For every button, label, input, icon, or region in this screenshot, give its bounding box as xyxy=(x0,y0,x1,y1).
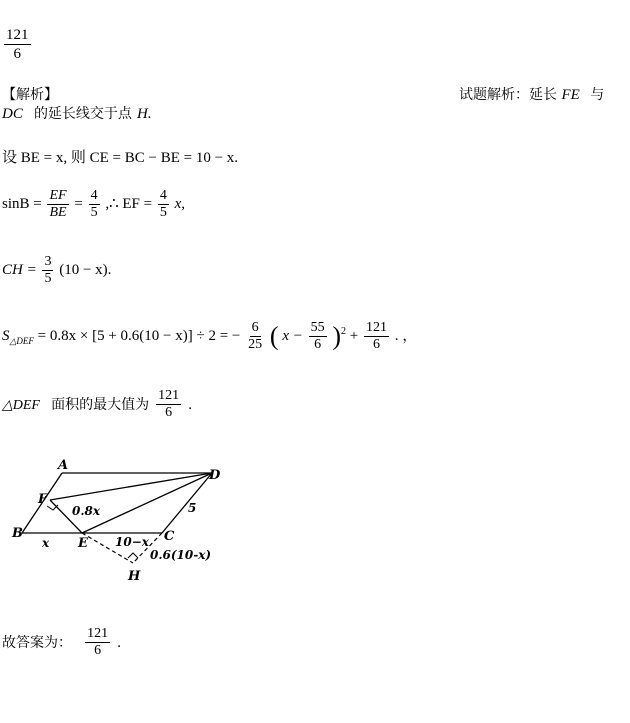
sin-b-line xyxy=(2,188,185,221)
area-plus: + xyxy=(349,327,359,344)
area-frac2-num: 55 xyxy=(310,320,325,335)
max-frac-den: 6 xyxy=(165,405,173,420)
final-frac-num: 121 xyxy=(87,626,109,641)
max-text: 面积的最大值为 xyxy=(51,397,150,413)
ch-tail: (10 − x). xyxy=(59,261,112,278)
max-line xyxy=(2,388,192,421)
label-h: H xyxy=(128,569,141,584)
sin-frac3-num: 4 xyxy=(159,188,167,203)
right-paren: ) xyxy=(332,321,342,351)
area-frac2-den: 6 xyxy=(314,337,322,352)
sin-therefore: ,∴ EF = xyxy=(105,195,153,212)
analysis-intro xyxy=(459,84,604,104)
final-end: . xyxy=(117,635,121,651)
label-x: x xyxy=(42,536,50,550)
extension-text: 的延长线交于点 xyxy=(33,106,132,122)
right-angle-h xyxy=(128,553,138,558)
area-expr: = 0.8x × [5 + 0.6(10 − x)] ÷ 2 = − xyxy=(37,327,241,344)
set-be-line: 设 BE = x, 则 CE = BC − BE = 10 − x. xyxy=(2,150,239,166)
final-answer-line xyxy=(2,626,121,659)
analysis-intro-text: 试题解析：延长 xyxy=(459,87,557,103)
max-triangle: △DEF xyxy=(2,398,40,413)
ch-lhs: CH = xyxy=(2,261,37,278)
area-frac1-den: 25 xyxy=(248,337,263,352)
area-frac1-num: 6 xyxy=(251,320,259,335)
area-end: . ， xyxy=(394,327,418,344)
geometry-figure xyxy=(0,455,260,595)
area-frac3-den: 6 xyxy=(373,337,380,352)
segment-fe: FE xyxy=(561,87,580,103)
label-e: E xyxy=(78,536,88,551)
label-0-6-10-x: 0.6(10-x) xyxy=(150,548,212,562)
max-frac-num: 121 xyxy=(158,388,180,403)
sin-tail: x, xyxy=(174,195,185,212)
segment-fd xyxy=(50,473,212,500)
sin-eq: = xyxy=(74,195,83,212)
answer-fraction-top xyxy=(2,26,33,63)
area-line xyxy=(2,320,417,353)
label-0-8x: 0.8x xyxy=(72,504,101,518)
segment-dc: DC xyxy=(2,106,23,122)
area-sub: △DEF xyxy=(9,335,34,346)
label-a: A xyxy=(58,458,69,473)
label-f: F xyxy=(38,492,48,507)
ch-frac-den: 5 xyxy=(44,271,52,286)
sin-frac1-den: BE xyxy=(49,205,67,220)
sin-frac3-den: 5 xyxy=(159,205,167,220)
left-paren: ( xyxy=(269,321,279,351)
answer-numerator: 121 xyxy=(6,27,29,43)
yu-text: 与 xyxy=(590,87,605,103)
area-frac3-num: 121 xyxy=(366,320,387,335)
sin-frac2-num: 4 xyxy=(90,188,98,203)
max-end: . xyxy=(188,397,193,413)
ch-frac-num: 3 xyxy=(44,254,52,269)
label-d: D xyxy=(209,468,221,483)
label-c: C xyxy=(164,529,175,544)
label-5: 5 xyxy=(188,501,197,515)
area-s: S xyxy=(2,327,10,344)
analysis-label: 【解析】 xyxy=(2,87,58,103)
ch-line xyxy=(2,254,111,287)
label-10-x: 10−x xyxy=(115,535,149,549)
extension-line xyxy=(2,103,152,123)
final-text: 故答案为： xyxy=(2,635,72,651)
sin-lhs: sinB = xyxy=(2,195,42,212)
sin-frac1-num: EF xyxy=(49,188,67,203)
point-h: H. xyxy=(137,106,152,122)
label-b: B xyxy=(12,526,23,541)
answer-denominator: 6 xyxy=(13,46,21,62)
final-frac-den: 6 xyxy=(94,643,102,658)
segment-cd xyxy=(162,473,212,533)
area-inner: x − xyxy=(282,327,303,344)
sin-frac2-den: 5 xyxy=(90,205,98,220)
area-square: 2 xyxy=(341,325,347,337)
